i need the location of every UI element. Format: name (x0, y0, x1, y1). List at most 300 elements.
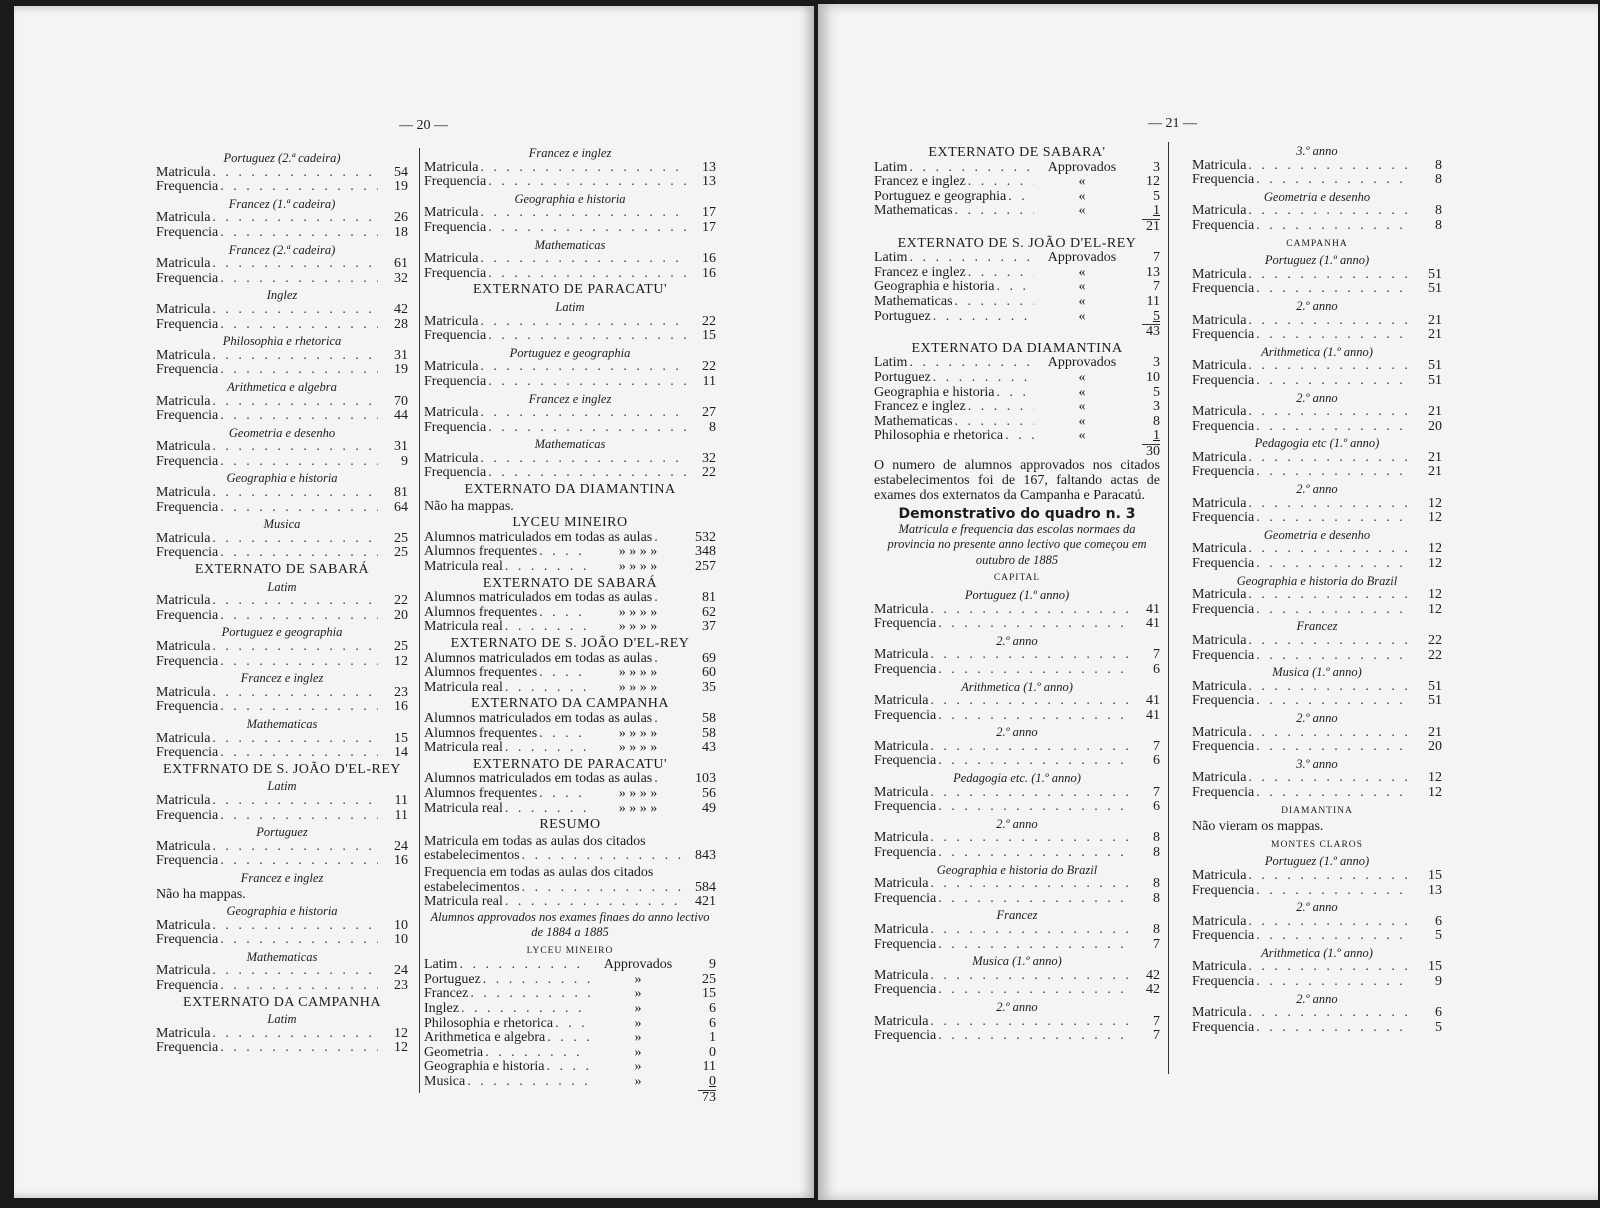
row-value: 24 (394, 838, 408, 854)
table-row (424, 267, 716, 282)
table-row (156, 501, 408, 516)
section-heading: EXTERNATO DA DIAMANTINA (911, 340, 1123, 356)
dot-leader (928, 831, 1130, 846)
dot-leader (1254, 929, 1412, 944)
dot-leader (218, 655, 378, 670)
row-value: 51 (1428, 358, 1442, 374)
table-row (156, 840, 408, 855)
section-heading: EXTERNATO DE PARACATU' (473, 282, 667, 298)
table-row (874, 1015, 1160, 1030)
row-value: 25 (394, 530, 408, 546)
table-row (1192, 588, 1442, 603)
table-row (1192, 740, 1442, 755)
row-value: 13 (702, 174, 716, 190)
row-value: 1 (1153, 428, 1160, 444)
dot-leader (1246, 771, 1412, 786)
dot-leader (1254, 328, 1412, 343)
row-value: 20 (1428, 418, 1442, 434)
dot-leader (652, 652, 660, 667)
table-row (874, 603, 1160, 618)
row-label: Frequencia (1192, 1019, 1255, 1035)
table-row (424, 452, 716, 467)
subject-heading: Portuguez (1.º anno) (964, 587, 1070, 602)
table-row (1192, 786, 1442, 801)
table-row (156, 166, 408, 181)
row-value: 12 (1428, 495, 1442, 511)
row-value: 41 (1146, 601, 1160, 617)
table-row (156, 486, 408, 501)
row-label: Matricula real (424, 740, 503, 756)
row-label: Matricula (424, 205, 479, 221)
table-row (1192, 771, 1442, 786)
section-heading: EXTERNATO DE SABARÁ (482, 575, 658, 591)
table-row (874, 969, 1160, 984)
dot-leader (218, 363, 378, 378)
table-row (1192, 173, 1442, 188)
row-value: 12 (394, 1040, 408, 1056)
dot-leader (218, 809, 378, 824)
table-row (424, 421, 716, 436)
row-value: 13 (1146, 264, 1160, 280)
section-heading: EXTERNATO DE S. JOÃO D'EL-REY (450, 636, 690, 651)
dot-leader (1254, 557, 1412, 572)
row-mark: » » » » (618, 725, 658, 741)
dot-leader (210, 1027, 378, 1042)
row-value: 21 (1428, 464, 1442, 480)
row-label: Frequencia (156, 499, 219, 515)
row-value: 11 (1146, 293, 1160, 309)
row-label: Frequencia (874, 661, 937, 677)
row-label: Matricula (1192, 266, 1247, 282)
row-mark: » » » » (618, 800, 658, 816)
row-label: Matricula (156, 917, 211, 933)
row-value: 21 (1428, 404, 1442, 420)
section-heading: RESUMO (539, 817, 601, 833)
row-label: Frequencia (156, 607, 219, 623)
dot-leader (907, 356, 1034, 371)
row-mark: « (1078, 384, 1086, 400)
dot-leader (1254, 649, 1412, 664)
dot-leader (210, 257, 378, 272)
row-value: 0 (709, 1074, 716, 1090)
left-page-column-1 (156, 149, 408, 1056)
row-value: 3 (1153, 399, 1160, 415)
dot-leader (936, 846, 1130, 861)
subject-heading: 3.º anno (1296, 144, 1338, 158)
table-row (156, 700, 408, 715)
table-row (424, 620, 716, 635)
row-value: 81 (394, 485, 408, 501)
dot-leader (210, 686, 378, 701)
row-value: 17 (702, 219, 716, 235)
table-row (1192, 557, 1442, 572)
table-row (424, 881, 716, 896)
table-row (424, 466, 716, 481)
dot-leader (503, 681, 590, 696)
row-mark: « (1078, 203, 1086, 219)
dot-leader (936, 892, 1130, 907)
dot-leader (483, 1046, 590, 1061)
row-value: 25 (702, 971, 716, 987)
dot-leader (218, 979, 378, 994)
dot-leader (928, 923, 1130, 938)
dot-leader (652, 712, 660, 727)
row-value: 8 (1153, 845, 1160, 861)
row-label: Matricula (156, 730, 211, 746)
table-row (424, 1046, 716, 1061)
row-label: Matricula (156, 593, 211, 609)
row-label: Francez e inglez (874, 264, 966, 280)
row-value: 16 (394, 853, 408, 869)
dot-leader (486, 375, 686, 390)
row-label: Frequencia (424, 419, 487, 435)
row-value: 8 (1153, 890, 1160, 906)
dot-leader (1246, 960, 1412, 975)
dot-leader (486, 267, 686, 282)
row-label: Mathematicas (874, 293, 953, 309)
row-label: Frequencia (1192, 601, 1255, 617)
row-value: 11 (702, 373, 716, 389)
section-heading: EXTFRNATO DE S. JOÃO D'EL-REY (162, 761, 402, 777)
dot-leader (218, 180, 378, 195)
dot-leader (995, 280, 1034, 295)
row-mark: » (634, 1015, 642, 1031)
dot-leader (537, 727, 590, 742)
row-label: Portuguez (874, 369, 931, 385)
dot-leader (218, 546, 378, 561)
dot-leader (966, 175, 1034, 190)
row-value: 9 (401, 453, 408, 469)
row-value: 51 (1428, 266, 1442, 282)
row-label: Frequencia (424, 373, 487, 389)
dot-leader (1246, 634, 1412, 649)
table-row (1192, 884, 1442, 899)
row-mark: « (1078, 279, 1086, 295)
small-caps-heading: MONTES CLAROS (1271, 839, 1363, 850)
row-label: Matricula (1192, 358, 1247, 374)
dot-leader (1254, 282, 1412, 297)
dot-leader (537, 787, 590, 802)
dot-leader (953, 415, 1034, 430)
table-row (874, 877, 1160, 892)
subject-heading: 2.º anno (1296, 482, 1338, 497)
table-row (156, 794, 408, 809)
left-page-column-2 (424, 144, 716, 1105)
table-row (1192, 511, 1442, 526)
row-label: Frequencia (156, 224, 219, 240)
table-title: Demonstrativo do quadro n. 3 (898, 506, 1136, 523)
row-value: 61 (394, 256, 408, 272)
row-value: 21 (1428, 312, 1442, 328)
row-value: 6 (709, 1015, 716, 1031)
dot-leader (928, 648, 1130, 663)
row-value: 13 (1428, 882, 1442, 898)
row-label: Frequencia (1192, 974, 1255, 990)
row-label: Francez e inglez (874, 174, 966, 190)
text-line: Frequencia em todas as aulas dos citados (424, 864, 654, 880)
row-label: Matricula (424, 251, 479, 267)
row-value: 6 (709, 1001, 716, 1017)
dot-leader (953, 204, 1034, 219)
dot-leader (545, 1060, 590, 1075)
dot-leader (537, 545, 590, 560)
row-label: Frequencia (424, 174, 487, 190)
row-label: Frequencia (156, 316, 219, 332)
row-label: Frequencia (1192, 510, 1255, 526)
dot-leader (1003, 429, 1034, 444)
row-label: Matricula (156, 347, 211, 363)
table-row (156, 440, 408, 455)
row-label: Frequencia (1192, 882, 1255, 898)
row-label: Portuguez e geographia (874, 188, 1007, 204)
table-row (874, 709, 1160, 724)
row-label: Frequencia (156, 978, 219, 994)
dot-leader (936, 1029, 1130, 1044)
subject-heading: 2.º anno (1296, 900, 1338, 915)
left-page (14, 6, 814, 1198)
row-label: Francez (424, 986, 469, 1002)
row-label: Matricula (1192, 157, 1247, 173)
row-value: 49 (702, 800, 716, 816)
row-value: 5 (1435, 928, 1442, 944)
table-row (874, 204, 1160, 219)
italic-caption: Matricula e frequencia das escolas normaes da provincia no presente anno lectivo que começou em outubro de 1885 (887, 521, 1147, 567)
table-row (1192, 694, 1442, 709)
dot-leader (953, 295, 1034, 310)
dot-leader (1254, 1021, 1412, 1036)
dot-leader (966, 266, 1034, 281)
row-value: 8 (1153, 922, 1160, 937)
table-row (1192, 680, 1442, 695)
row-value: 103 (695, 771, 716, 787)
row-value: 31 (394, 439, 408, 455)
table-row (156, 1027, 408, 1042)
row-value: 56 (702, 785, 716, 801)
row-label: Alumnos frequentes (424, 725, 538, 741)
row-mark: Approvados (1047, 159, 1117, 175)
row-label: Latim (874, 159, 908, 175)
table-row (156, 363, 408, 378)
row-mark: » » » » (618, 785, 658, 801)
row-label: Matricula (1192, 203, 1247, 219)
row-label: Matricula (1192, 913, 1247, 929)
right-page-column-1 (874, 144, 1160, 1044)
row-label: Musica (424, 1074, 466, 1090)
row-label: Philosophia e rhetorica (874, 428, 1004, 444)
table-row (424, 360, 716, 375)
table-row (1192, 634, 1442, 649)
dot-leader (1246, 314, 1412, 329)
text-line: Matricula em todas as aulas dos citados (424, 833, 646, 849)
row-value: 5 (1153, 384, 1160, 400)
row-label: Frequencia (156, 408, 219, 424)
dot-leader (218, 933, 378, 948)
subject-heading: Arithmetica e algebra (227, 379, 337, 394)
row-label: Inglez (424, 1001, 459, 1017)
subject-heading: Musica (1.º anno) (1272, 665, 1362, 680)
row-label: Geographia e historia (874, 279, 995, 295)
table-row (156, 349, 408, 364)
table-row (874, 386, 1160, 401)
dot-leader (210, 395, 378, 410)
row-value: 21 (1428, 724, 1442, 740)
row-label: Geographia e historia (424, 1059, 545, 1075)
row-label: Matricula (1192, 404, 1247, 420)
subject-heading: 2.º anno (1296, 710, 1338, 725)
row-value: 15 (702, 328, 716, 344)
row-label: Frequencia (874, 890, 937, 906)
row-label: Matricula (1192, 495, 1247, 511)
row-value: 22 (1428, 647, 1442, 663)
row-value: 64 (394, 499, 408, 515)
dot-leader (931, 371, 1034, 386)
dot-leader (1246, 869, 1412, 884)
dot-leader (503, 895, 686, 910)
table-row (1192, 465, 1442, 480)
dot-leader (1246, 451, 1412, 466)
table-row (424, 375, 716, 390)
row-value: 69 (702, 650, 716, 666)
row-label: Frequencia (874, 799, 937, 815)
table-row (874, 831, 1160, 846)
row-label: Matricula real (424, 894, 503, 910)
row-label: Frequencia (1192, 418, 1255, 434)
dot-leader (486, 421, 686, 436)
table-row (156, 257, 408, 272)
table-row (156, 686, 408, 701)
dot-leader (486, 221, 686, 236)
dot-leader (218, 501, 378, 516)
dot-leader (503, 741, 590, 756)
dot-leader (1254, 511, 1412, 526)
subject-heading: Geographia e historia do Brazil (1236, 573, 1398, 588)
subject-heading: Philosophia e rhetorica (222, 334, 342, 349)
subject-heading: Francez e inglez (528, 146, 612, 160)
dot-leader (218, 455, 378, 470)
subject-heading: Inglez (266, 288, 298, 303)
row-value: 58 (702, 725, 716, 741)
table-row (424, 1075, 716, 1090)
row-label: Frequencia (156, 653, 219, 669)
row-value: 8 (709, 419, 716, 435)
row-value: 7 (1153, 784, 1160, 800)
row-value: 6 (1153, 753, 1160, 769)
row-value: 12 (1428, 556, 1442, 572)
total-value: 43 (1142, 324, 1160, 340)
dot-leader (503, 802, 590, 817)
row-label: Frequencia (156, 932, 219, 948)
row-mark: « (1078, 399, 1086, 415)
row-label: Matricula (1192, 587, 1247, 603)
row-value: 32 (702, 450, 716, 466)
row-value: 35 (702, 679, 716, 695)
dot-leader (928, 877, 1130, 892)
subject-heading: Francez (1296, 619, 1338, 634)
row-value: 257 (695, 559, 716, 575)
row-label: Arithmetica e algebra (424, 1030, 546, 1046)
dot-leader (1254, 786, 1412, 801)
table-row (156, 395, 408, 410)
dot-leader (1246, 204, 1412, 219)
table-row (424, 1060, 716, 1075)
row-label: Mathematicas (874, 413, 953, 429)
table-row (156, 594, 408, 609)
table-row (874, 371, 1160, 386)
row-label: Frequencia (156, 270, 219, 286)
table-row (874, 415, 1160, 430)
row-label: Frequencia (156, 453, 219, 469)
row-label: Frequencia (156, 179, 219, 195)
dot-leader (907, 251, 1034, 266)
dot-leader (1246, 359, 1412, 374)
row-label: Matricula (874, 784, 929, 800)
table-row (424, 560, 716, 575)
dot-leader (1254, 420, 1412, 435)
table-row (156, 979, 408, 994)
row-value: 9 (1435, 974, 1442, 990)
row-mark: » » » » (618, 740, 658, 756)
table-row (1192, 929, 1442, 944)
table-row (874, 983, 1160, 998)
subject-heading: Pedagogia etc (1.º anno) (1254, 436, 1380, 451)
text-line: Não ha mappas. (424, 498, 514, 514)
row-label: Alumnos frequentes (424, 604, 538, 620)
row-label: Frequencia (874, 753, 937, 769)
row-value: 6 (1153, 799, 1160, 815)
row-label: Frequencia (424, 328, 487, 344)
table-row (156, 226, 408, 241)
row-value: 7 (1153, 647, 1160, 663)
row-value: 24 (394, 963, 408, 979)
row-value: 23 (394, 978, 408, 994)
table-row (1192, 451, 1442, 466)
row-value: 8 (1435, 172, 1442, 188)
row-value: 51 (1428, 678, 1442, 694)
table-row (874, 923, 1160, 938)
table-row (424, 1017, 716, 1032)
row-value: 70 (394, 393, 408, 409)
table-row (424, 175, 716, 190)
row-value: 5 (1435, 1019, 1442, 1035)
table-row (156, 211, 408, 226)
row-label: Matricula (1192, 959, 1247, 975)
subject-heading: Francez (1.ª cadeira) (228, 196, 336, 211)
row-value: 1 (709, 1030, 716, 1046)
row-value: 22 (1428, 633, 1442, 648)
row-label: Matricula (1192, 1005, 1247, 1021)
dot-leader (1246, 588, 1412, 603)
dot-leader (478, 206, 686, 221)
total-row (874, 219, 1160, 235)
row-mark: » » » » (618, 604, 658, 620)
dot-leader (995, 386, 1034, 401)
dot-leader (468, 987, 590, 1002)
subject-heading: Musica (263, 517, 301, 532)
table-row (874, 800, 1160, 815)
dot-leader (545, 1031, 590, 1046)
row-value: 20 (1428, 739, 1442, 755)
dot-leader (481, 973, 590, 988)
dot-leader (1246, 680, 1412, 695)
row-label: Frequencia (874, 616, 937, 632)
row-value: 16 (394, 699, 408, 715)
row-value: 27 (702, 405, 716, 421)
section-heading: EXTERNATO DA CAMPANHA (183, 994, 381, 1010)
subject-heading: Geographia e historia (514, 191, 626, 206)
table-row (424, 206, 716, 221)
row-label: Frequencia (874, 707, 937, 723)
subject-heading: 2.º anno (996, 999, 1038, 1014)
